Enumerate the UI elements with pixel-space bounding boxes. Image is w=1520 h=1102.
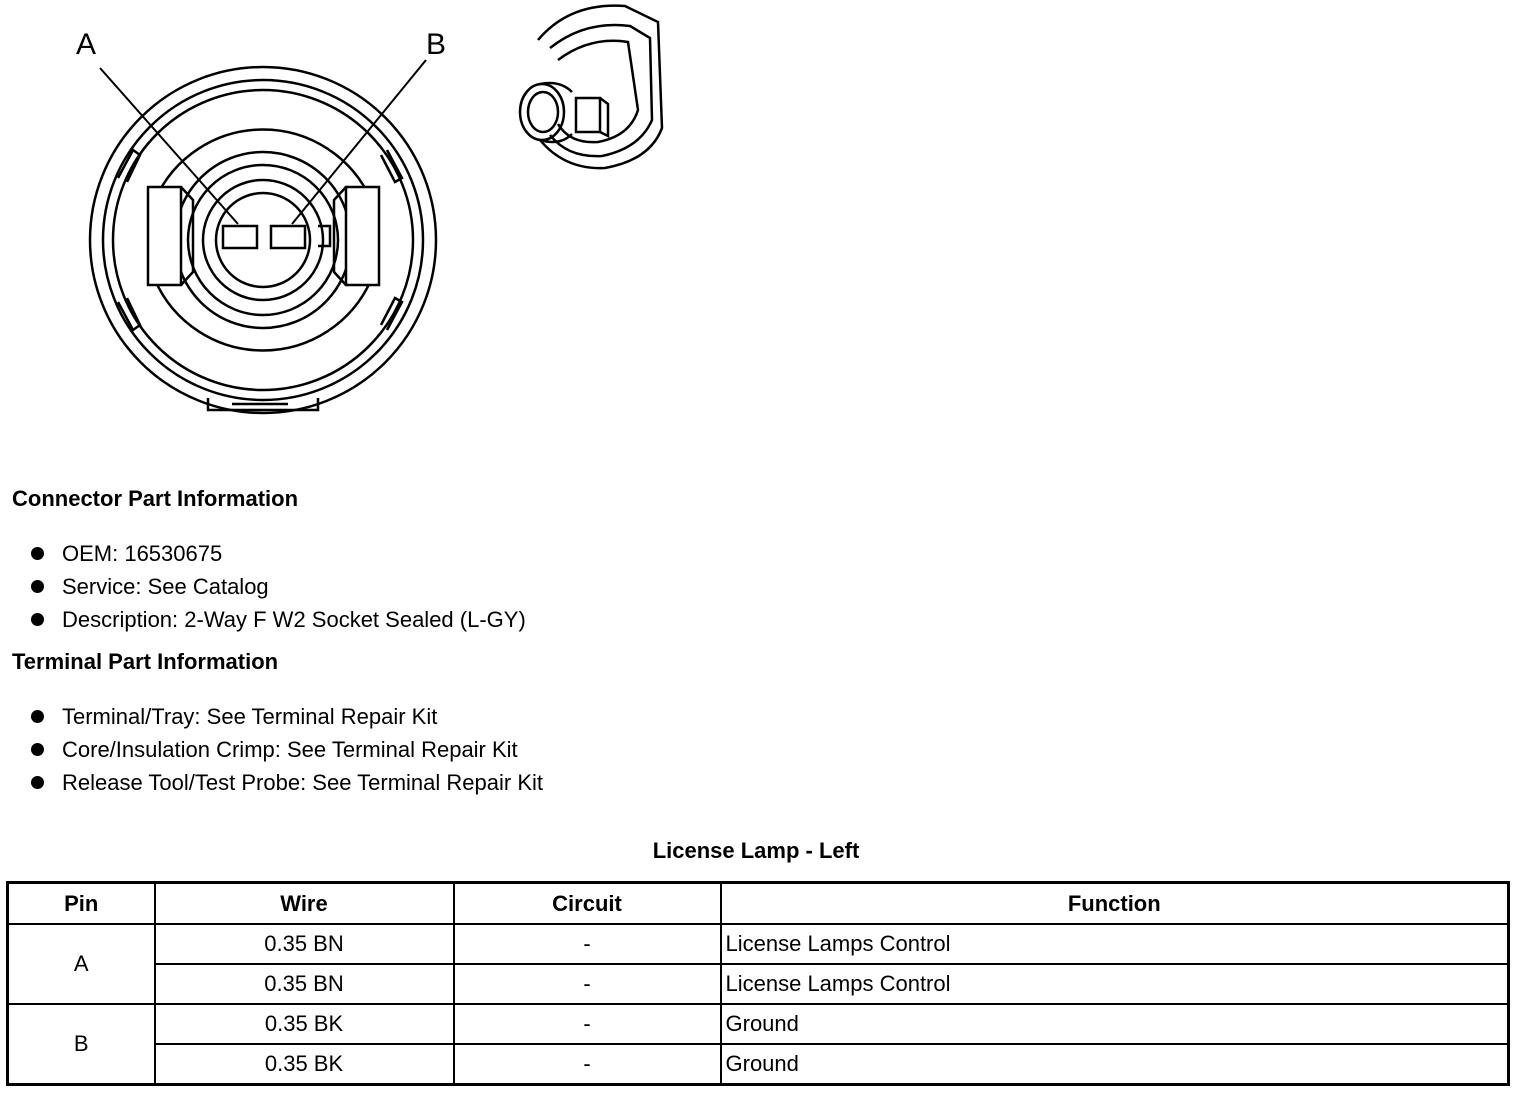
list-item: Terminal/Tray: See Terminal Repair Kit <box>28 700 543 733</box>
pin-cell: A <box>8 924 155 1004</box>
bullet-icon <box>31 710 44 723</box>
circuit-cell: - <box>454 1004 721 1044</box>
wire-cell: 0.35 BN <box>155 964 454 1004</box>
header-circuit: Circuit <box>454 883 721 925</box>
header-function: Function <box>721 883 1509 925</box>
pin-cell: B <box>8 1004 155 1085</box>
list-item: Service: See Catalog <box>28 570 526 603</box>
table-row <box>8 1004 1509 1044</box>
function-cell: Ground <box>721 1044 1509 1085</box>
bullet-icon <box>31 547 44 560</box>
pinout-table <box>6 881 1510 1086</box>
list-item: Core/Insulation Crimp: See Terminal Repair Kit <box>28 733 543 766</box>
function-cell: License Lamps Control <box>721 964 1509 1004</box>
table-row <box>8 1044 1509 1085</box>
header-wire: Wire <box>155 883 454 925</box>
table-row <box>8 964 1509 1004</box>
connector-diagram <box>0 0 700 430</box>
list-item: Description: 2-Way F W2 Socket Sealed (L-GY) <box>28 603 526 636</box>
circuit-cell: - <box>454 1044 721 1085</box>
table-title: License Lamp - Left <box>652 838 860 863</box>
function-cell: License Lamps Control <box>721 924 1509 964</box>
bullet-icon <box>31 580 44 593</box>
connector-info-list <box>28 537 526 636</box>
pin-a-label: A <box>76 28 97 61</box>
bullet-icon <box>31 613 44 626</box>
connector-info-heading: Connector Part Information <box>12 486 299 511</box>
bullet-icon <box>31 776 44 789</box>
terminal-info-list <box>28 700 543 799</box>
connector-perspective-drawing <box>510 0 680 180</box>
terminal-info-heading: Terminal Part Information <box>12 649 279 674</box>
circuit-cell: - <box>454 924 721 964</box>
wire-cell: 0.35 BK <box>155 1044 454 1085</box>
table-row <box>8 924 1509 964</box>
wire-cell: 0.35 BN <box>155 924 454 964</box>
header-pin: Pin <box>8 883 155 925</box>
function-cell: Ground <box>721 1004 1509 1044</box>
list-item: Release Tool/Test Probe: See Terminal Repair Kit <box>28 766 543 799</box>
list-item: OEM: 16530675 <box>28 537 526 570</box>
wire-cell: 0.35 BK <box>155 1004 454 1044</box>
circuit-cell: - <box>454 964 721 1004</box>
bullet-icon <box>31 743 44 756</box>
pin-b-label: B <box>426 28 447 61</box>
table-header-row <box>8 883 1509 925</box>
